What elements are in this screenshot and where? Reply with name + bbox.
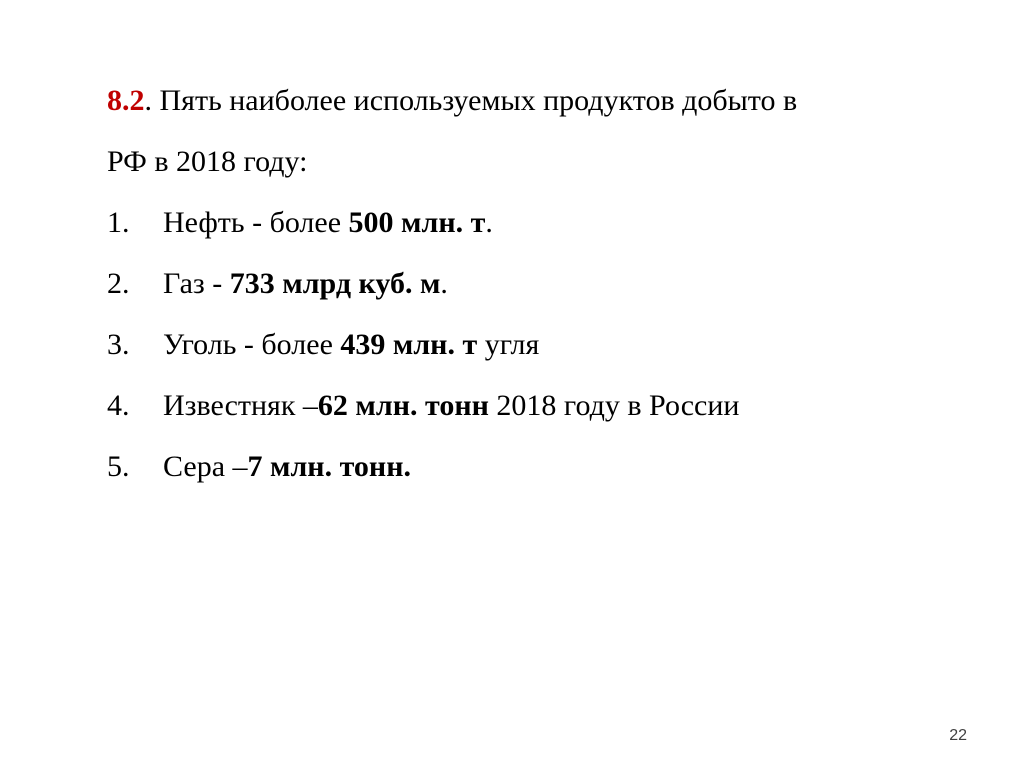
list-item-value: 439 млн. т	[340, 328, 478, 361]
list-item-value: 62 млн. тонн	[317, 389, 489, 422]
list-item-value: 500 млн. т	[348, 206, 486, 239]
list-item-text: Сера –	[163, 450, 248, 483]
list-item-text: Нефть - более	[163, 206, 349, 239]
list-item-suffix: 2018 году в России	[488, 389, 740, 422]
page-number: 22	[949, 727, 967, 744]
slide-body	[107, 70, 967, 497]
list-item	[107, 253, 967, 314]
list-item-suffix: .	[485, 206, 493, 239]
heading-text-1: . Пять наиболее используемых продуктов добыто в	[144, 84, 798, 117]
list-item-number: 4.	[107, 389, 130, 422]
heading-line-2: РФ в 2018 году:	[107, 145, 308, 178]
list-item	[107, 436, 967, 497]
list-item-value: 7 млн. тонн.	[247, 450, 411, 483]
list-item-number: 2.	[107, 267, 130, 300]
list-item-value: 733 млрд куб. м	[229, 267, 441, 300]
section-number: 8.2	[107, 84, 145, 117]
list-item	[107, 192, 967, 253]
list-item-suffix: угля	[477, 328, 540, 361]
list-item	[107, 375, 967, 436]
list-item	[107, 314, 967, 375]
list-item-text: Газ -	[163, 267, 230, 300]
heading-line-1	[107, 70, 967, 131]
list-item-number: 1.	[107, 206, 130, 239]
list-item-text: Известняк –	[163, 389, 318, 422]
list-item-suffix: .	[440, 267, 448, 300]
list-item-text: Уголь - более	[163, 328, 341, 361]
list-item-number: 5.	[107, 450, 130, 483]
list-item-number: 3.	[107, 328, 130, 361]
